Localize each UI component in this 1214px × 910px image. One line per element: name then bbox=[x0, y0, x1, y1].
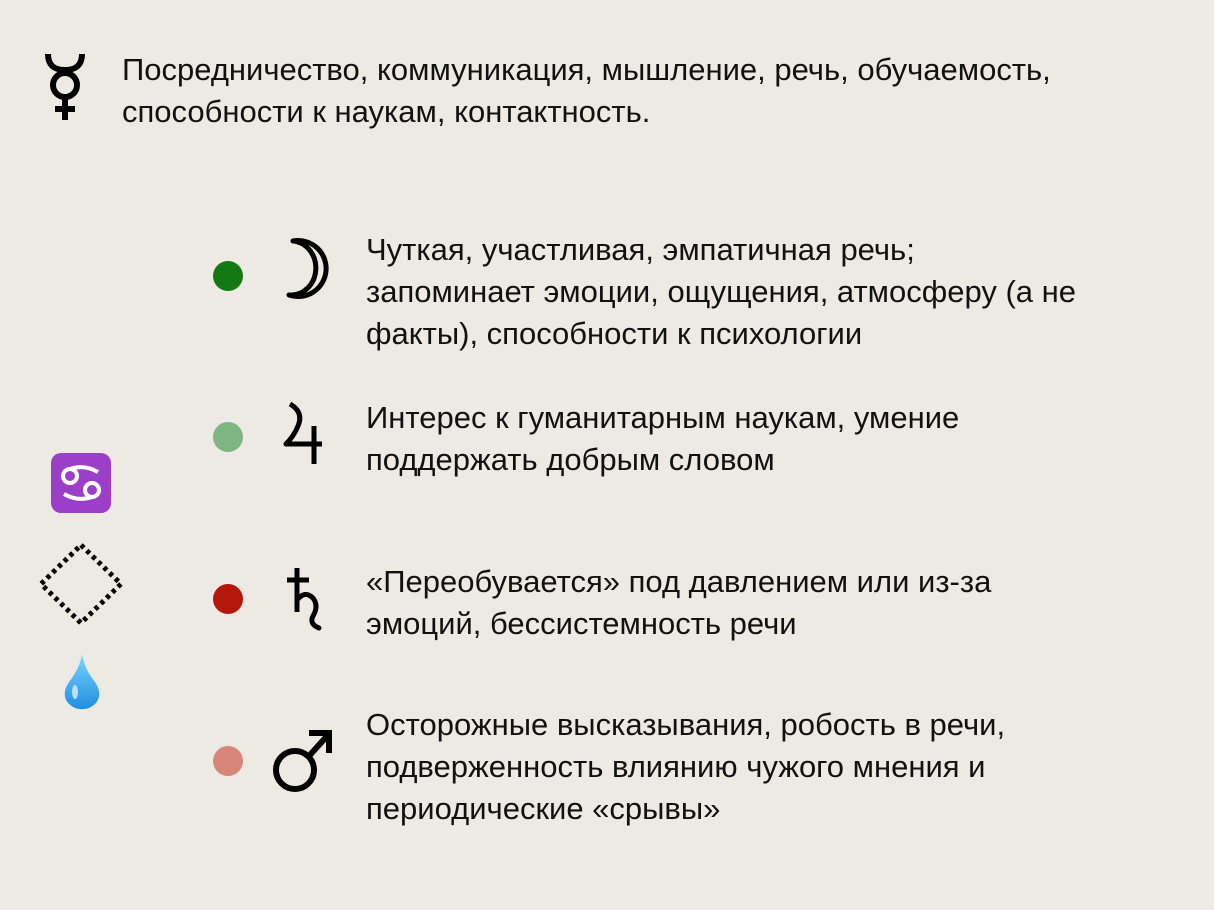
item-line: «Переобувается» под давлением или из-за bbox=[366, 564, 992, 599]
header-text bbox=[122, 49, 1051, 133]
status-dot-light-green bbox=[213, 422, 243, 452]
item-line: факты), способности к психологии bbox=[366, 316, 863, 351]
header-line: Посредничество, коммуникация, мышление, речь, обучаемость, bbox=[122, 52, 1051, 87]
header-line: способности к наукам, контактность. bbox=[122, 94, 651, 129]
item-text bbox=[366, 704, 1005, 830]
item-text bbox=[366, 229, 1076, 355]
item-line: Чуткая, участливая, эмпатичная речь; bbox=[366, 232, 915, 267]
item-line: подверженность влиянию чужого мнения и bbox=[366, 749, 986, 784]
cancer-sign-icon bbox=[50, 452, 112, 514]
dotted-diamond-icon bbox=[38, 542, 124, 626]
item-line: Интерес к гуманитарным наукам, умение bbox=[366, 400, 960, 435]
item-text bbox=[366, 397, 959, 481]
water-drop-icon bbox=[63, 652, 101, 710]
status-dot-red bbox=[213, 584, 243, 614]
saturn-icon bbox=[285, 566, 325, 632]
item-line: периодические «срывы» bbox=[366, 791, 721, 826]
mars-icon bbox=[272, 726, 334, 794]
item-line: Осторожные высказывания, робость в речи, bbox=[366, 707, 1006, 742]
jupiter-icon bbox=[284, 400, 324, 466]
item-line: поддержать добрым словом bbox=[366, 442, 775, 477]
mercury-icon bbox=[40, 52, 90, 122]
status-dot-pink bbox=[213, 746, 243, 776]
item-line: запоминает эмоции, ощущения, атмосферу (а не bbox=[366, 274, 1077, 309]
item-line: эмоций, бессистемность речи bbox=[366, 606, 797, 641]
moon-icon bbox=[275, 236, 335, 300]
status-dot-green bbox=[213, 261, 243, 291]
item-text bbox=[366, 561, 991, 645]
